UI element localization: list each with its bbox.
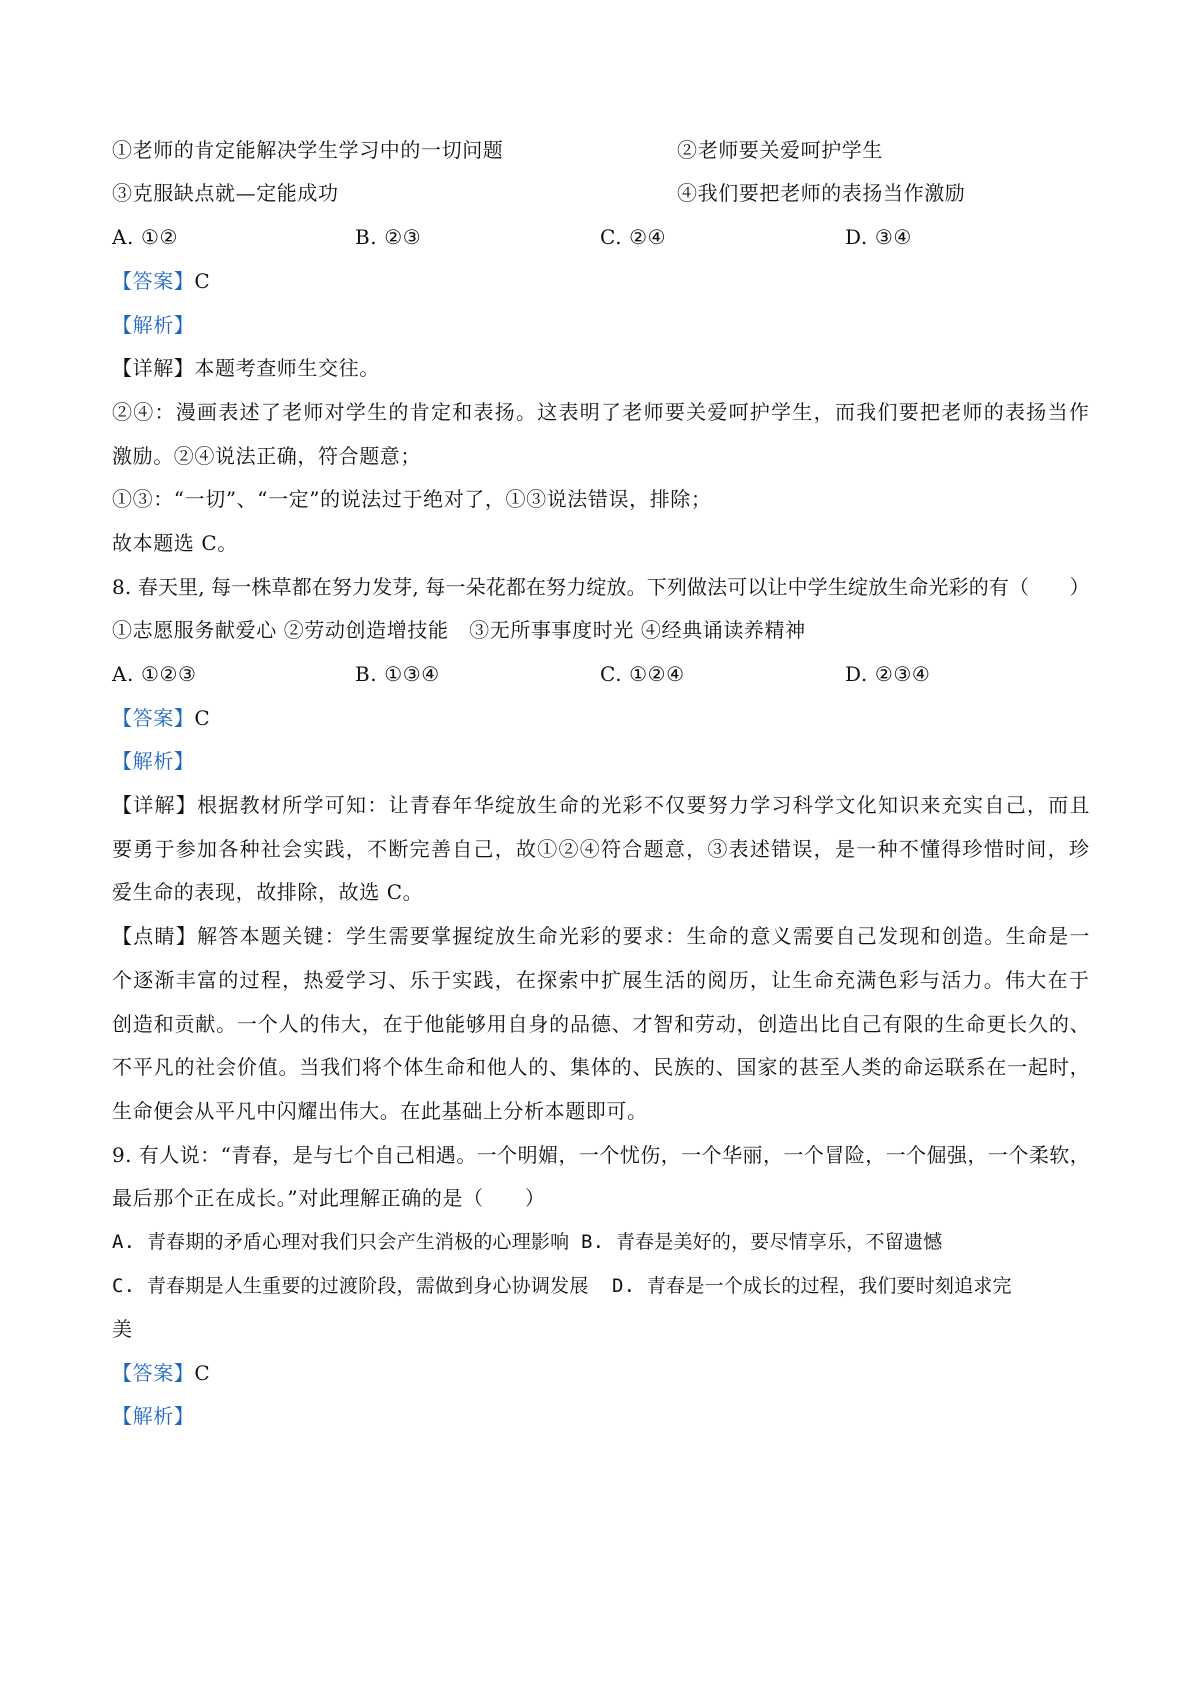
q8-detail-line-1 — [112, 790, 1091, 820]
q7-option-b: B. ②③ — [355, 225, 422, 249]
q7-option-c: C. ②④ — [600, 225, 667, 249]
q9-option-d-continued: 美 — [112, 1317, 133, 1341]
q7-statement-4: ④我们要把老师的表扬当作激励 — [677, 181, 966, 205]
q8-option-a: A. ①②③ — [112, 662, 197, 686]
analysis-tag: 【解析】 — [112, 313, 195, 337]
q9-option-c: C. 青春期是人生重要的过渡阶段，需做到身心协调发展 — [112, 1275, 589, 1297]
detail-tag: 【详解】 — [112, 356, 195, 380]
q7-option-d: D. ③④ — [845, 225, 912, 249]
q9-option-d: D. 青春是一个成长的过程，我们要时刻追求完 — [612, 1275, 1012, 1297]
answer-value: C — [194, 706, 211, 730]
comment-text: 解答本题关键：学生需要掌握绽放生命光彩的要求：生命的意义需要自己发现和创造。生命是一 — [197, 924, 1091, 948]
analysis-tag: 【解析】 — [112, 1404, 195, 1428]
comment-tag: 【点睛】 — [112, 924, 198, 948]
q9-stem-line-2: 最后那个正在成长。”对此理解正确的是（ ） — [112, 1186, 546, 1210]
q7-answer — [112, 266, 210, 296]
q8-option-c: C. ①②④ — [600, 662, 685, 686]
q9-stem-line-1: 9. 有人说：“青春，是与七个自己相遇。一个明媚，一个忧伤，一个华丽，一个冒险，一个倔强，一个柔软， — [112, 1143, 1091, 1167]
q7-statements-row-2 — [112, 178, 966, 208]
detail-tag: 【详解】 — [112, 793, 198, 817]
answer-tag: 【答案】 — [112, 1361, 195, 1385]
q7-detail-line-2: ②④：漫画表述了老师对学生的肯定和表扬。这表明了老师要关爱呵护学生，而我们要把老师的表扬当作 — [112, 400, 1091, 424]
q8-comment-line-2: 个逐渐丰富的过程，热爱学习、乐于实践，在探索中扩展生活的阅历，让生命充满色彩与活力。伟大在于 — [112, 968, 1091, 992]
q7-option-a: A. ①② — [112, 225, 179, 249]
q8-option-b: B. ①③④ — [355, 662, 440, 686]
q8-answer — [112, 703, 210, 733]
q7-statement-3: ③克服缺点就—定能成功 — [112, 181, 339, 205]
q8-comment-line-1 — [112, 921, 1091, 951]
analysis-tag: 【解析】 — [112, 749, 195, 773]
q9-option-b: B. 青春是美好的，要尽情享乐，不留遗憾 — [580, 1231, 943, 1253]
answer-tag: 【答案】 — [112, 706, 195, 730]
q8-detail-line-3: 爱生命的表现，故排除，故选 C。 — [112, 880, 424, 904]
q9-options-row-1 — [112, 1227, 942, 1257]
q9-answer — [112, 1358, 210, 1388]
q7-detail-line-4: ①③：“一切”、“一定”的说法过于绝对了，①③说法错误，排除； — [112, 487, 712, 511]
q8-statements: ①志愿服务献爱心 ②劳动创造增技能 ③无所事事度时光 ④经典诵读养精神 — [112, 618, 806, 642]
q9-option-a: A. 青春期的矛盾心理对我们只会产生消极的心理影响 — [112, 1231, 570, 1253]
q7-detail-line-5: 故本题选 C。 — [112, 531, 238, 555]
q7-statements-row-1 — [112, 135, 883, 165]
q8-option-d: D. ②③④ — [845, 662, 931, 686]
answer-value: C — [194, 1361, 211, 1385]
q8-comment-line-4: 不平凡的社会价值。当我们将个体生命和他人的、集体的、民族的、国家的甚至人类的命运联系在一起时， — [112, 1055, 1091, 1079]
q7-detail-line-1 — [112, 353, 380, 383]
q7-detail-line-3: 激励。②④说法正确，符合题意； — [112, 444, 421, 468]
q9-analysis — [112, 1401, 194, 1431]
q8-comment-line-5: 生命便会从平凡中闪耀出伟大。在此基础上分析本题即可。 — [112, 1099, 648, 1123]
q7-statement-1: ①老师的肯定能解决学生学习中的一切问题 — [112, 138, 504, 162]
answer-tag: 【答案】 — [112, 269, 195, 293]
q8-comment-line-3: 创造和贡献。一个人的伟大，在于他能够用自身的品德、才智和劳动，创造出比自己有限的生命更长久的、 — [112, 1012, 1091, 1036]
detail-text: 本题考查师生交往。 — [194, 356, 380, 380]
answer-value: C — [194, 269, 211, 293]
q8-analysis — [112, 746, 194, 776]
detail-text: 根据教材所学可知：让青春年华绽放生命的光彩不仅要努力学习科学文化知识来充实自己，而且 — [197, 793, 1091, 817]
q8-detail-line-2: 要勇于参加各种社会实践，不断完善自己，故①②④符合题意，③表述错误，是一种不懂得珍惜时间，珍 — [112, 837, 1091, 861]
q7-statement-2: ②老师要关爱呵护学生 — [677, 138, 883, 162]
q9-options-row-2 — [112, 1271, 1012, 1301]
q7-analysis — [112, 310, 194, 340]
q8-stem: 8. 春天里, 每一株草都在努力发芽, 每一朵花都在努力绽放。下列做法可以让中学生绽放生命光彩的有（ ） — [112, 575, 1090, 599]
